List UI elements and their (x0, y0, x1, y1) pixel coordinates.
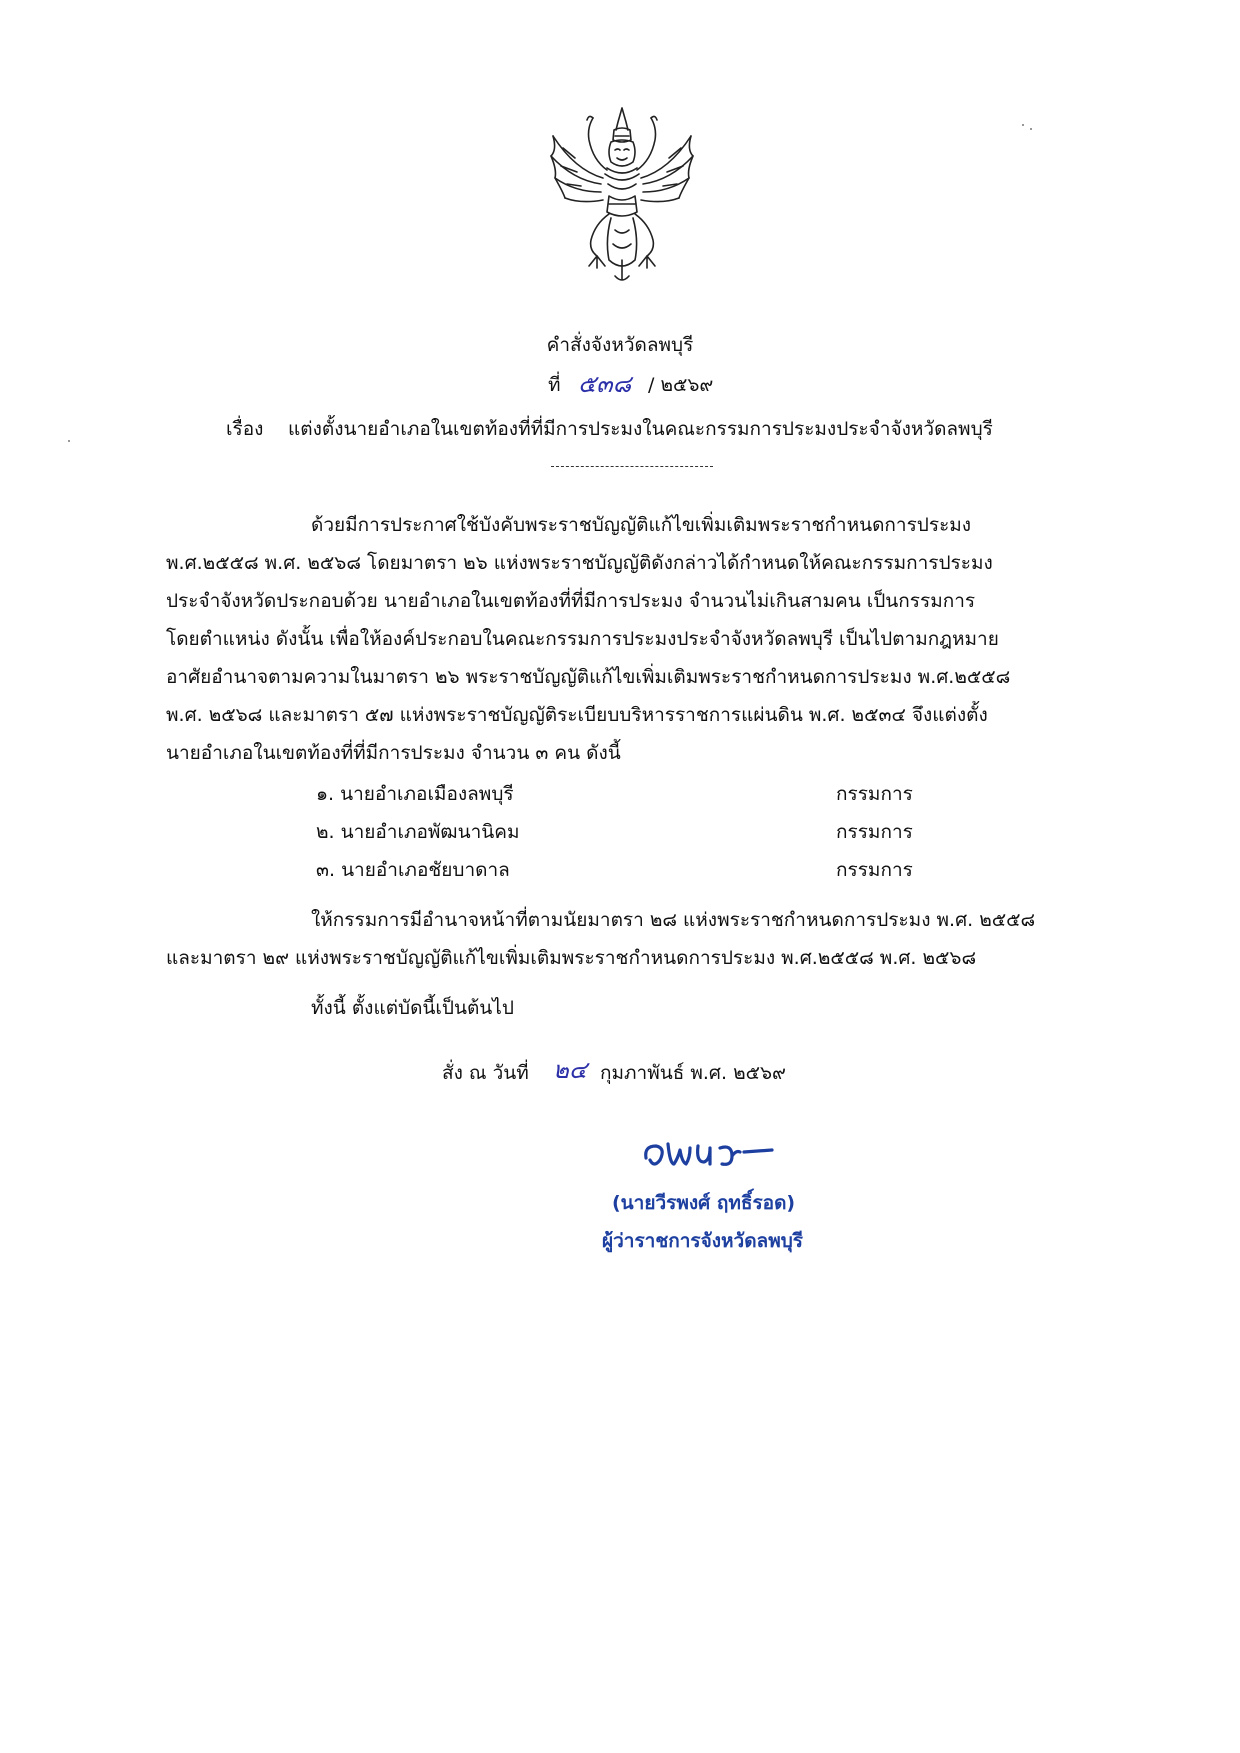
date-day-handwritten: ๒๔ (553, 1056, 587, 1084)
handwritten-signature (640, 1128, 780, 1178)
order-number-prefix: ที่ (548, 374, 561, 396)
date-prefix: สั่ง ณ วันที่ (442, 1062, 529, 1084)
order-title: คำสั่งจังหวัดลพบุรี (546, 334, 694, 356)
paragraph-line: พ.ศ. ๒๕๖๘ และมาตรา ๕๗ แห่งพระราชบัญญัติระเบียบบริหารราชการแผ่นดิน พ.ศ. ๒๕๓๔ จึงแต่งตั้ง (166, 704, 988, 726)
paragraph-line: อาศัยอำนาจตามความในมาตรา ๒๖ พระราชบัญญัติแก้ไขเพิ่มเติมพระราชกำหนดการประมง พ.ศ.๒๕๕๘ (166, 666, 1011, 688)
garuda-emblem-icon (545, 100, 700, 285)
paragraph-line: โดยตำแหน่ง ดังนั้น เพื่อให้องค์ประกอบในคณะกรรมการประมงประจำจังหวัดลพบุรี เป็นไปตามกฎหมาย (166, 628, 999, 650)
member-name: ๑. นายอำเภอเมืองลพบุรี (316, 783, 514, 805)
subject-label: เรื่อง (226, 418, 264, 440)
member-role: กรรมการ (836, 821, 913, 843)
paragraph-line: ให้กรรมการมีอำนาจหน้าที่ตามนัยมาตรา ๒๘ แห่งพระราชกำหนดการประมง พ.ศ. ๒๕๕๘ (311, 909, 1036, 931)
scan-speck (68, 440, 70, 442)
paragraph-line: และมาตรา ๒๙ แห่งพระราชบัญญัติแก้ไขเพิ่มเติมพระราชกำหนดการประมง พ.ศ.๒๕๕๘ พ.ศ. ๒๕๖๘ (166, 947, 977, 969)
heading-separator (551, 466, 713, 467)
paragraph-line: พ.ศ.๒๕๕๘ พ.ศ. ๒๕๖๘ โดยมาตรา ๒๖ แห่งพระราชบัญญัติดังกล่าวได้กำหนดให้คณะกรรมการประมง (166, 552, 993, 574)
member-role: กรรมการ (836, 783, 913, 805)
effective-clause: ทั้งนี้ ตั้งแต่บัดนี้เป็นต้นไป (311, 997, 514, 1019)
signatory-name: (นายวีรพงศ์ ฤทธิ์รอด) (612, 1192, 796, 1214)
member-name: ๓. นายอำเภอชัยบาดาล (316, 859, 510, 881)
signatory-position: ผู้ว่าราชการจังหวัดลพบุรี (602, 1230, 803, 1252)
order-number-suffix: / ๒๕๖๙ (648, 374, 714, 396)
date-rest: กุมภาพันธ์ พ.ศ. ๒๕๖๙ (600, 1062, 786, 1084)
order-number-handwritten: ๕๓๘ (578, 370, 632, 398)
paragraph-line: นายอำเภอในเขตท้องที่ที่มีการประมง จำนวน ๓ คน ดังนี้ (166, 742, 621, 764)
scan-speck (1022, 124, 1024, 126)
subject-text: แต่งตั้งนายอำเภอในเขตท้องที่ที่มีการประมงในคณะกรรมการประมงประจำจังหวัดลพบุรี (288, 418, 993, 440)
paragraph-line: ประจำจังหวัดประกอบด้วย นายอำเภอในเขตท้องที่ที่มีการประมง จำนวนไม่เกินสามคน เป็นกรรมการ (166, 590, 976, 612)
scan-speck (1030, 128, 1032, 130)
member-name: ๒. นายอำเภอพัฒนานิคม (316, 821, 520, 843)
paragraph-line: ด้วยมีการประกาศใช้บังคับพระราชบัญญัติแก้ไขเพิ่มเติมพระราชกำหนดการประมง (311, 514, 972, 536)
member-role: กรรมการ (836, 859, 913, 881)
